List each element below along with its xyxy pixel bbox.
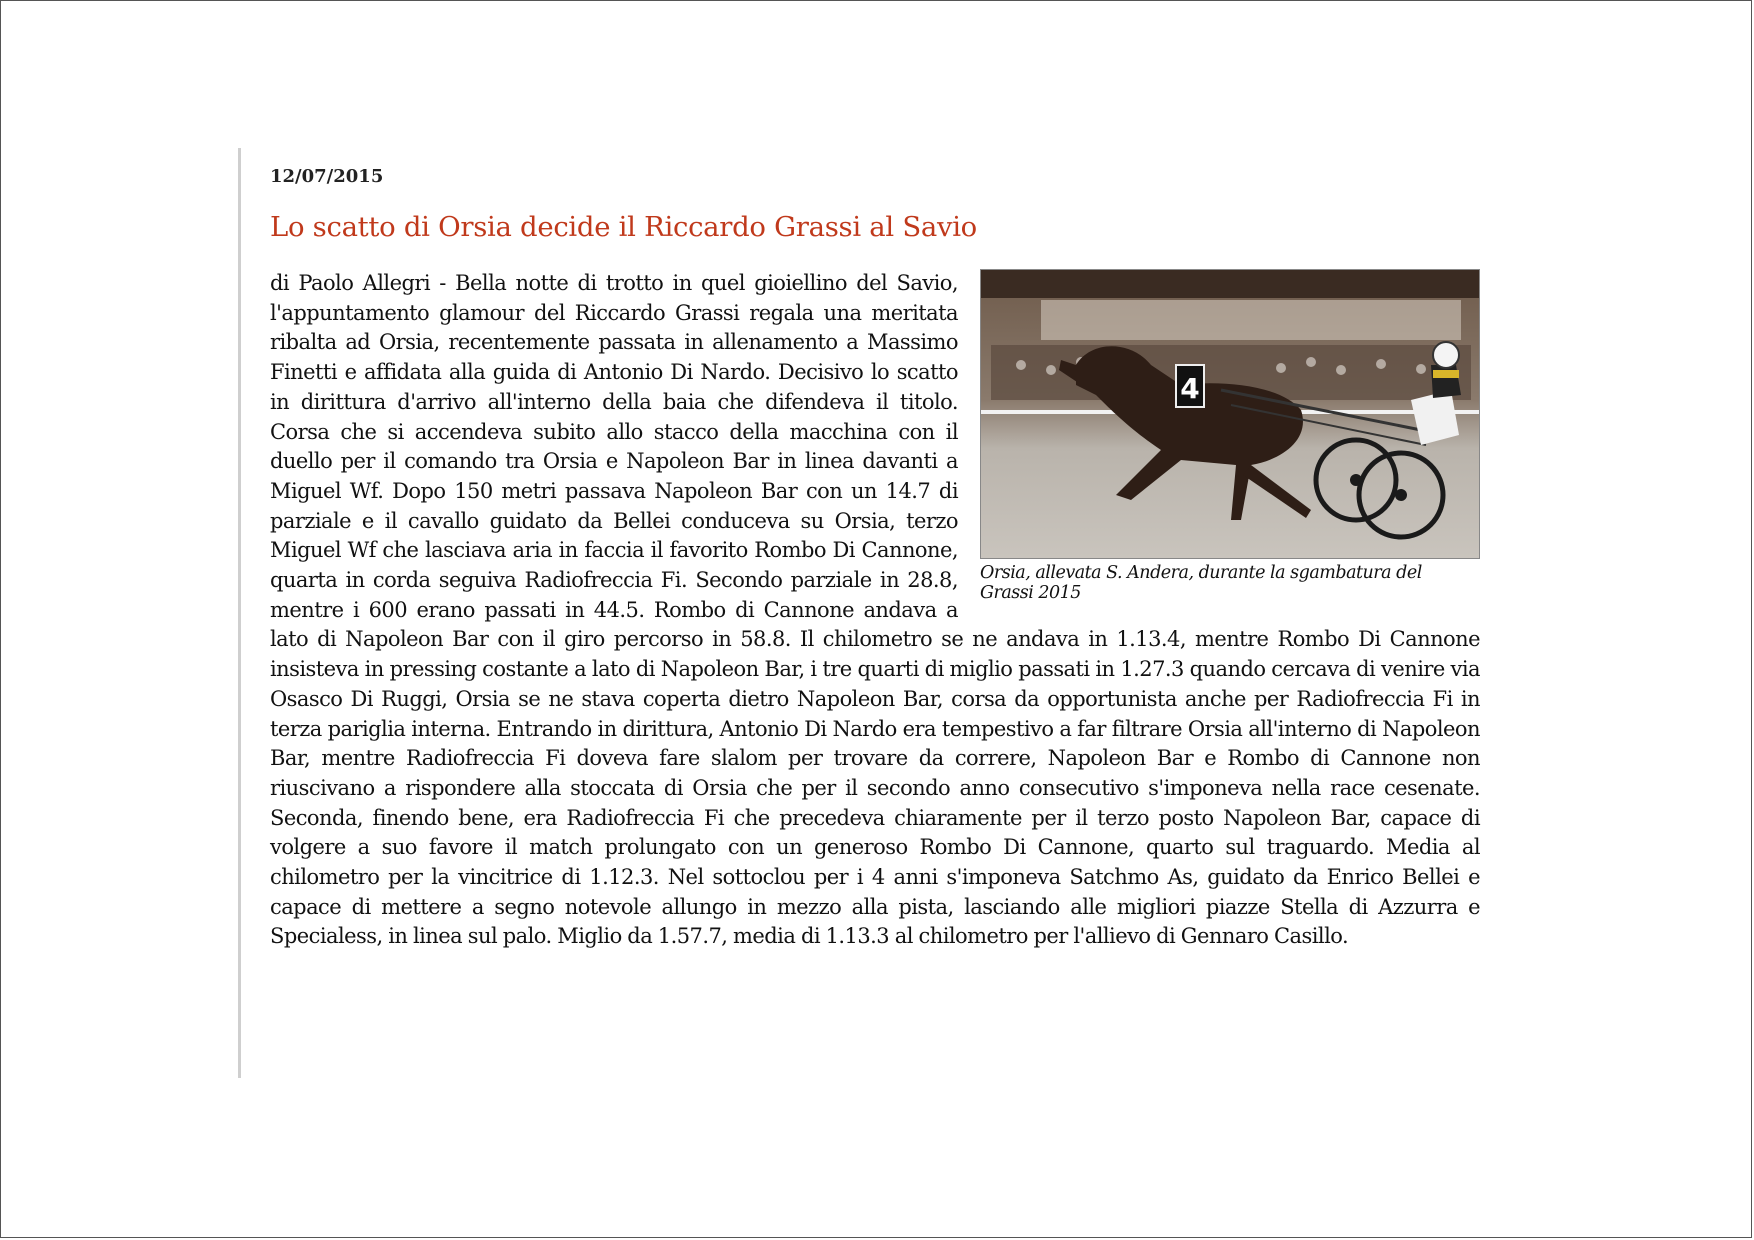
harness-racing-photo [980,269,1480,559]
article [270,166,1480,952]
left-margin-rule [238,148,241,1078]
article-figure [980,269,1480,603]
article-headline: Lo scatto di Orsia decide il Riccardo Grassi al Savio [270,211,977,243]
photo-caption: Orsia, allevata S. Andera, durante la sgambatura del Grassi 2015 [980,563,1422,603]
saddle-number: 4 [1180,372,1200,405]
article-date: 12/07/2015 [270,166,384,187]
article-body: di Paolo Allegri - Bella notte di trotto in quel gioiellino del Savio, l'appuntamento glamour del Riccardo Grassi regala una meritata ribalta ad Orsia, recentemente passata in allenamento a Massimo Finetti e affidata alla guida di Antonio Di Nardo. Decisivo lo scatto in dirittura d'arrivo all'interno della baia che difendeva il titolo. Corsa che si accendeva subito allo stacco della macchina con il duello per il comando tra Orsia e Napoleon Bar in linea davanti a Miguel Wf. Dopo 150 metri passava Napoleon Bar con un 14.7 di parziale e il cavallo guidato da Bellei conduceva su Orsia, terzo Miguel Wf che lasciava aria in faccia il favorito Rombo Di Cannone, quarta in corda seguiva Radiofreccia Fi. Secondo parziale in 28.8, mentre i 600 erano passati in 44.5. Rombo di Cannone andava a lato di Napoleon Bar con il giro percorso in 58.8. Il chilometro se ne andava in 1.13.4, mentre Rombo Di Cannone insisteva in pressing costante a lato di Napoleon Bar, i tre quarti di miglio passati in 1.27.3 quando cercava di venire via Osasco Di Ruggi, Orsia se ne stava coperta dietro Napoleon Bar, corsa da opportunista anche per Radiofreccia Fi in terza pariglia interna. Entrando in dirittura, Antonio Di Nardo era tempestivo a far filtrare Orsia all'interno di Napoleon Bar, mentre Radiofreccia Fi doveva fare slalom per trovare da correre, Napoleon Bar e Rombo di Cannone non riuscivano a rispondere alla stoccata di Orsia che per il secondo anno consecutivo s'imponeva nella race cesenate. Seconda, finendo bene, era Radiofreccia Fi che precedeva chiaramente per il terzo posto Napoleon Bar, capace di volgere a suo favore il match prolungato con un generoso Rombo Di Cannone, quarto sul traguardo. Media al chilometro per la vincitrice di 1.12.3. Nel sottoclou per i 4 anni s'imponeva Satchmo As, guidato da Enrico Bellei e capace di mettere a segno notevole allungo in mezzo alla pista, lasciando alle migliori piazze Stella di Azzurra e Specialess, in linea sul palo. Miglio da 1.57.7, media di 1.13.3 al chilometro per l'allievo di Gennaro Casillo. [270,271,1480,949]
